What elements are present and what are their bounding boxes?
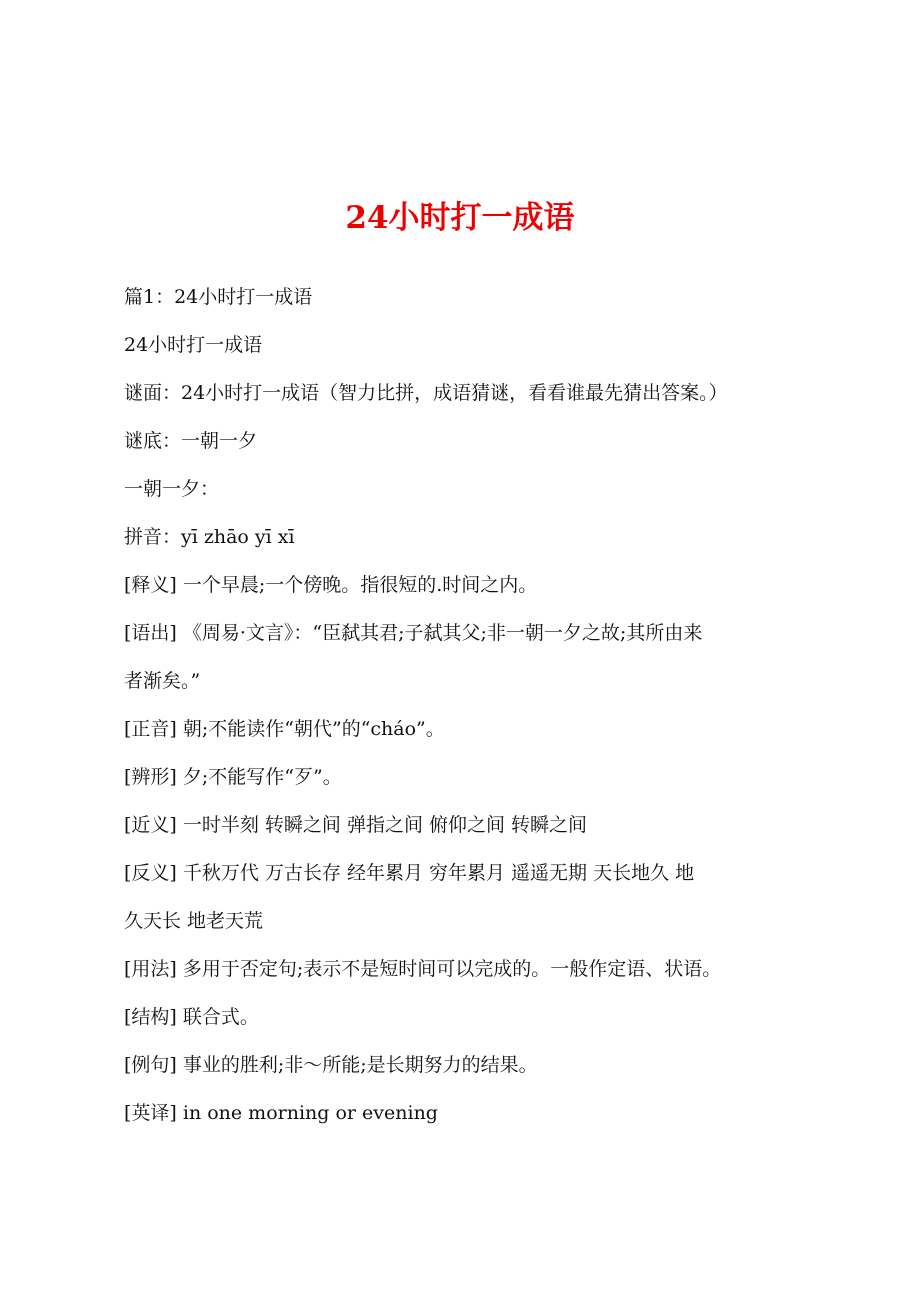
line-usage: [用法] 多用于否定句;表示不是短时间可以完成的。一般作定语、状语。 [124,958,722,980]
line-translation: [英译] in one morning or evening [124,1102,438,1124]
line-answer: 谜底：一朝一夕 [124,430,258,452]
line-structure: [结构] 联合式。 [124,1006,259,1028]
line-example: [例句] 事业的胜利;非～所能;是长期努力的结果。 [124,1054,538,1076]
line-pinyin: 拼音：yī zhāo yī xī [124,526,295,548]
line-riddle: 谜面：24小时打一成语（智力比拼，成语猜谜，看看谁最先猜出答案。） [124,382,728,404]
line-pronunciation: [正音] 朝;不能读作“朝代”的“cháo”。 [124,718,445,740]
line-form: [辨形] 夕;不能写作“歹”。 [124,766,342,788]
line-subtitle: 24小时打一成语 [124,334,263,356]
document-title: 24小时打一成语 [345,200,575,236]
line-antonyms-continued: 久天长 地老天荒 [124,910,264,932]
line-synonyms: [近义] 一时半刻 转瞬之间 弹指之间 俯仰之间 转瞬之间 [124,814,588,836]
line-source-continued: 者渐矣。” [124,670,201,692]
line-source: [语出] 《周易·文言》：“臣弑其君;子弑其父;非一朝一夕之故;其所由来 [124,622,703,644]
line-section-heading: 篇1：24小时打一成语 [124,286,313,308]
line-definition: [释义] 一个早晨;一个傍晚。指很短的.时间之内。 [124,574,538,596]
line-idiom-heading: 一朝一夕： [124,478,220,500]
document-body [124,279,824,1143]
line-antonyms: [反义] 千秋万代 万古长存 经年累月 穷年累月 遥遥无期 天长地久 地 [124,862,695,884]
